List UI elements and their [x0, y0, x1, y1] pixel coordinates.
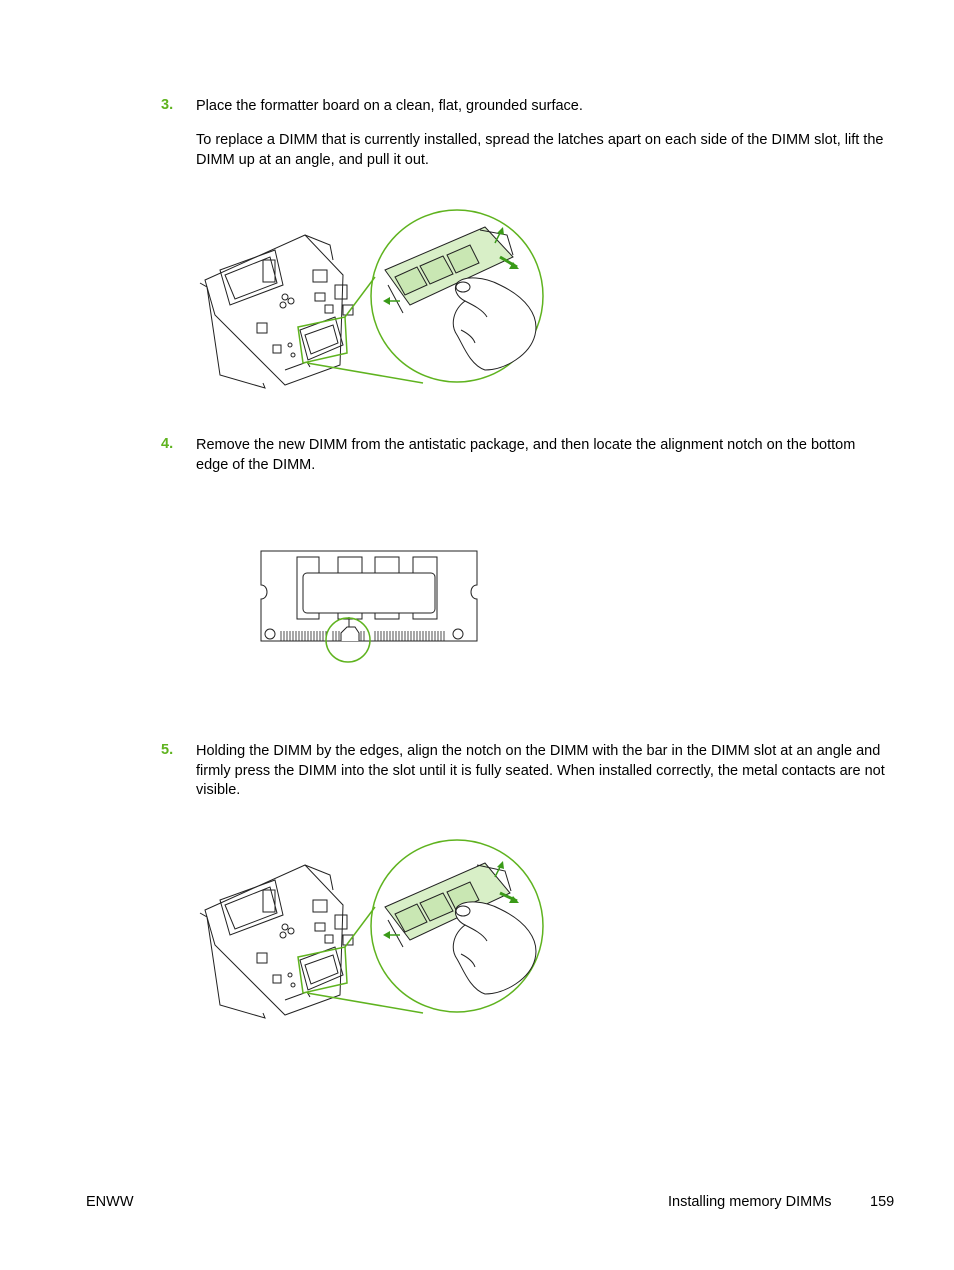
step-number: 3. — [161, 97, 174, 113]
page-number: 159 — [870, 1194, 895, 1210]
install-dimm-illustration — [195, 835, 550, 1020]
step-number: 5. — [161, 742, 174, 758]
step-number: 4. — [161, 436, 174, 452]
step-text: Remove the new DIMM from the antistatic package, and then locate the alignment notch on the bottom edge of the DIMM. — [196, 437, 856, 473]
step-subtext: To replace a DIMM that is currently installed, spread the latches apart on each side of the DIMM slot, lift the DIMM up at an angle, and pull it out. — [196, 132, 884, 168]
remove-dimm-illustration — [195, 205, 550, 390]
footer-left: ENWW — [86, 1194, 134, 1210]
step-text: Holding the DIMM by the edges, align the notch on the DIMM with the bar in the DIMM slot at an angle and firmly press the DIMM into the slot until it is fully seated. When installed correctly, the metal contacts are not visible. — [196, 743, 885, 798]
dimm-notch-illustration — [255, 545, 485, 667]
step-text: Place the formatter board on a clean, flat, grounded surface. — [196, 98, 583, 114]
footer-section: Installing memory DIMMs — [668, 1194, 832, 1210]
